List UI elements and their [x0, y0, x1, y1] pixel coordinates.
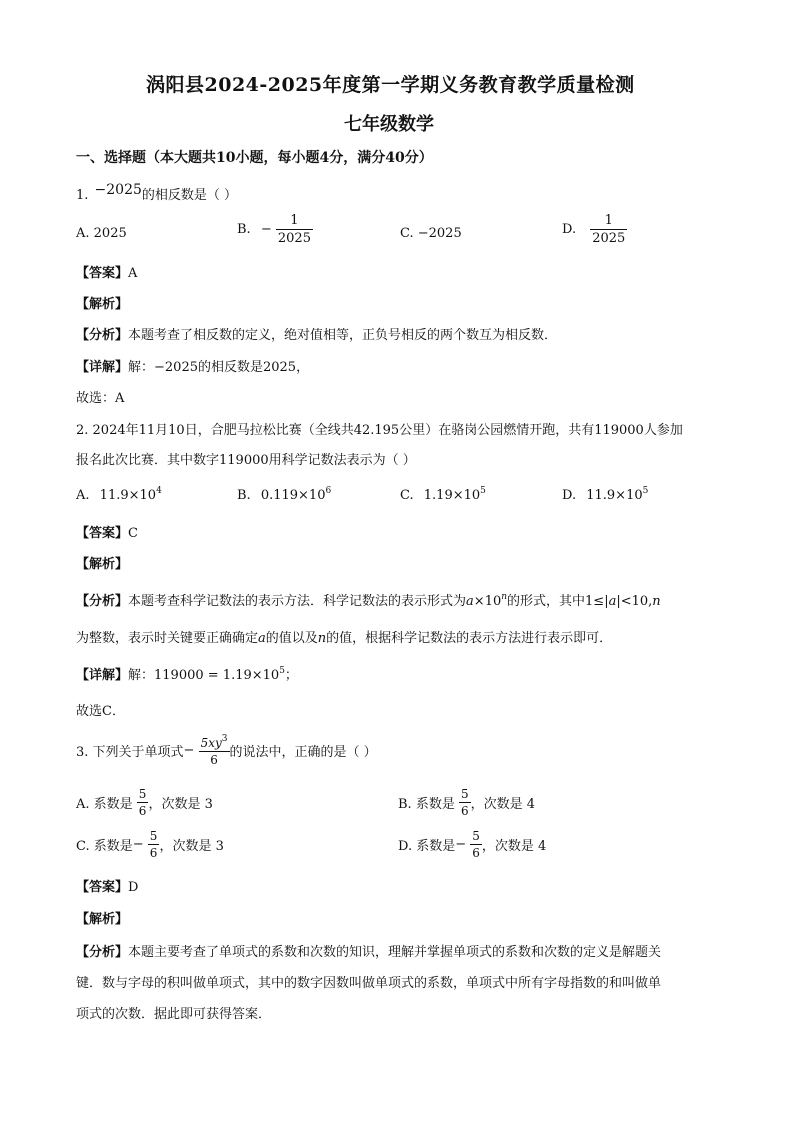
q2-option-b — [237, 486, 331, 503]
q2-formula-n: n — [501, 592, 508, 602]
q3-option-a-pre: A. 系数是 — [76, 797, 133, 812]
q2-option-c — [400, 486, 486, 503]
q2-fenxi-text2: 的形式，其中1≤| — [507, 594, 609, 609]
q3-option-d-num: 5 — [472, 829, 480, 843]
q2-fenxi-l2-n: n — [317, 631, 327, 646]
q2-fenxi-l2c: 的值，根据科学记数法的表示方法进行表示即可． — [326, 631, 613, 646]
q1-answer — [76, 262, 137, 281]
q2-fenxi-n: n — [652, 594, 661, 609]
fenxi-label: 【分析】 — [76, 945, 129, 960]
q3-option-a-fraction — [137, 788, 149, 817]
q3-option-a — [76, 788, 213, 817]
q3-option-d-sign: − — [455, 837, 467, 852]
q3-option-d — [398, 830, 546, 859]
q1-option-a: A. 2025 — [76, 226, 127, 241]
q3-fenxi-line1 — [76, 941, 661, 960]
q3-pre: 3. 下列关于单项式 — [76, 745, 184, 760]
q2-detail-post: ； — [284, 668, 298, 683]
q2-formula-a: a — [466, 594, 474, 609]
q3-option-d-fraction — [470, 830, 482, 859]
q2-option-c-label: C. — [400, 488, 414, 503]
q2-fenxi-text3: |<10, — [616, 594, 653, 609]
q2-option-d-label: D. — [562, 488, 577, 503]
q2-line1: 2. 2024年11月10日，合肥马拉松比赛（全线共42.195公里）在骆岗公园燃情开跑，共有119000人参加 — [76, 423, 683, 438]
q3-option-b — [398, 788, 535, 817]
q1-option-d-label: D. — [562, 222, 577, 237]
q1-answer-value: A — [128, 266, 138, 281]
q3-option-c-fraction — [148, 830, 160, 859]
q2-formula-mid: ×10 — [473, 594, 502, 609]
q1-option-b-num: 1 — [276, 214, 313, 230]
q3-stem — [76, 735, 377, 766]
q2-option-a — [76, 486, 162, 503]
q3-den: 6 — [210, 753, 218, 767]
q2-detail-text: 解：119000 = 1.19×10 — [128, 668, 280, 683]
q2-option-c-exp: 5 — [480, 486, 486, 496]
q2-detail-exp: 5 — [279, 666, 285, 676]
q3-option-d-den: 6 — [472, 846, 480, 860]
q2-answer — [76, 522, 138, 541]
q3-fenxi-line3: 项式的次数．据此即可获得答案． — [76, 1007, 272, 1022]
q1-choose: 故选：A — [76, 391, 125, 406]
q1-option-d-den: 2025 — [592, 231, 626, 246]
q3-option-c-den: 6 — [149, 846, 158, 860]
q3-option-a-den: 6 — [138, 804, 147, 818]
q1-fenxi — [76, 324, 557, 343]
q3-answer — [76, 876, 138, 895]
q1-option-d — [562, 214, 627, 245]
q1-detail — [76, 356, 309, 375]
q2-option-a-exp: 4 — [156, 486, 162, 496]
q3-option-b-num: 5 — [460, 787, 469, 801]
q2-option-b-base: 0.119×10 — [260, 488, 326, 503]
q2-option-a-base: 11.9×10 — [99, 488, 157, 503]
q3-option-c-pre: C. 系数是 — [76, 839, 133, 854]
q3-option-a-num: 5 — [138, 787, 147, 801]
q2-fenxi-line2 — [76, 627, 612, 646]
q3-option-c-post: ，次数是 3 — [159, 839, 224, 854]
q1-option-c: C. −2025 — [400, 226, 462, 241]
q2-line2: 报名此次比赛．其中数字119000用科学记数法表示为（ ） — [76, 453, 416, 468]
q2-option-b-label: B. — [237, 488, 251, 503]
q3-option-d-pre: D. 系数是 — [398, 839, 456, 854]
q2-fenxi-a: a — [608, 594, 617, 609]
q1-fenxi-text: 本题考查了相反数的定义，绝对值相等，正负号相反的两个数互为相反数． — [128, 328, 558, 343]
q1-option-b-label: B. — [237, 222, 251, 237]
detail-label: 【详解】 — [76, 668, 129, 683]
q1-option-b-den: 2025 — [277, 231, 311, 246]
q2-answer-value: C — [128, 526, 138, 541]
answer-label: 【答案】 — [76, 526, 129, 541]
q3-fenxi-text1: 本题主要考查了单项式的系数和次数的知识，理解并掌握单项式的系数和次数的定义是解题关 — [128, 945, 662, 960]
q2-analysis-label: 【解析】 — [76, 557, 129, 572]
q2-fenxi-l2-a: a — [258, 631, 266, 646]
q3-option-c — [76, 830, 224, 859]
section-heading: 一、选择题（本大题共10小题，每小题4分，满分40分） — [76, 150, 433, 166]
q3-option-c-num: 5 — [149, 829, 158, 843]
q2-detail — [76, 664, 298, 683]
q3-option-b-den: 6 — [460, 804, 469, 818]
q1-option-b-fraction — [276, 214, 313, 245]
q2-option-d-base: 11.9×10 — [586, 488, 643, 503]
q2-fenxi — [76, 590, 661, 609]
q1-detail-text: 解：−2025的相反数是2025， — [128, 360, 310, 375]
q1-stem-text: 的相反数是（ ） — [141, 188, 238, 203]
q3-option-d-post: ，次数是 4 — [481, 839, 547, 854]
q1-option-b — [237, 214, 313, 245]
page-title: 涡阳县2024-2025年度第一学期义务教育教学质量检测 — [146, 74, 635, 96]
q3-analysis-label: 【解析】 — [76, 912, 129, 927]
q3-sign: − — [183, 743, 195, 758]
q1-stem — [76, 184, 237, 203]
q2-fenxi-l2b: 的值以及 — [265, 631, 318, 646]
q2-option-a-label: A. — [76, 488, 90, 503]
fenxi-label: 【分析】 — [76, 328, 129, 343]
q3-num: 5xy — [200, 736, 222, 750]
q3-fenxi-line2: 键．数与字母的积叫做单项式，其中的数字因数叫做单项式的系数，单项式中所有字母指数的和叫做单 — [76, 976, 662, 991]
q3-num-exp: 3 — [221, 734, 228, 744]
q3-option-b-pre: B. 系数是 — [398, 797, 455, 812]
q2-option-d-exp: 5 — [642, 486, 649, 496]
q1-expr: −2025 — [94, 182, 142, 198]
answer-label: 【答案】 — [76, 266, 129, 281]
q1-number: 1. — [76, 188, 89, 203]
detail-label: 【详解】 — [76, 360, 129, 375]
q3-post: 的说法中，正确的是（ ） — [229, 745, 377, 760]
q2-fenxi-l2a: 为整数，表示时关键要正确确定 — [76, 631, 259, 646]
q2-fenxi-text1: 本题考查科学记数法的表示方法．科学记数法的表示形式为 — [128, 594, 467, 609]
q3-option-b-post: ，次数是 4 — [470, 797, 536, 812]
q1-option-d-fraction — [590, 214, 627, 245]
q1-option-d-num: 1 — [590, 214, 627, 230]
q3-answer-value: D — [128, 880, 139, 895]
q2-option-d — [562, 486, 648, 503]
answer-label: 【答案】 — [76, 880, 129, 895]
q2-option-b-exp: 6 — [325, 486, 332, 496]
q1-option-b-sign: − — [260, 222, 272, 237]
fenxi-label: 【分析】 — [76, 594, 129, 609]
q3-fraction — [199, 735, 230, 766]
q3-option-b-fraction — [459, 788, 471, 817]
q3-option-c-sign: − — [132, 837, 144, 852]
q2-option-c-base: 1.19×10 — [423, 488, 481, 503]
q3-option-a-post: ，次数是 3 — [148, 797, 213, 812]
q1-analysis-label: 【解析】 — [76, 297, 129, 312]
page-subtitle: 七年级数学 — [344, 114, 434, 135]
q2-choose: 故选C． — [76, 704, 125, 719]
